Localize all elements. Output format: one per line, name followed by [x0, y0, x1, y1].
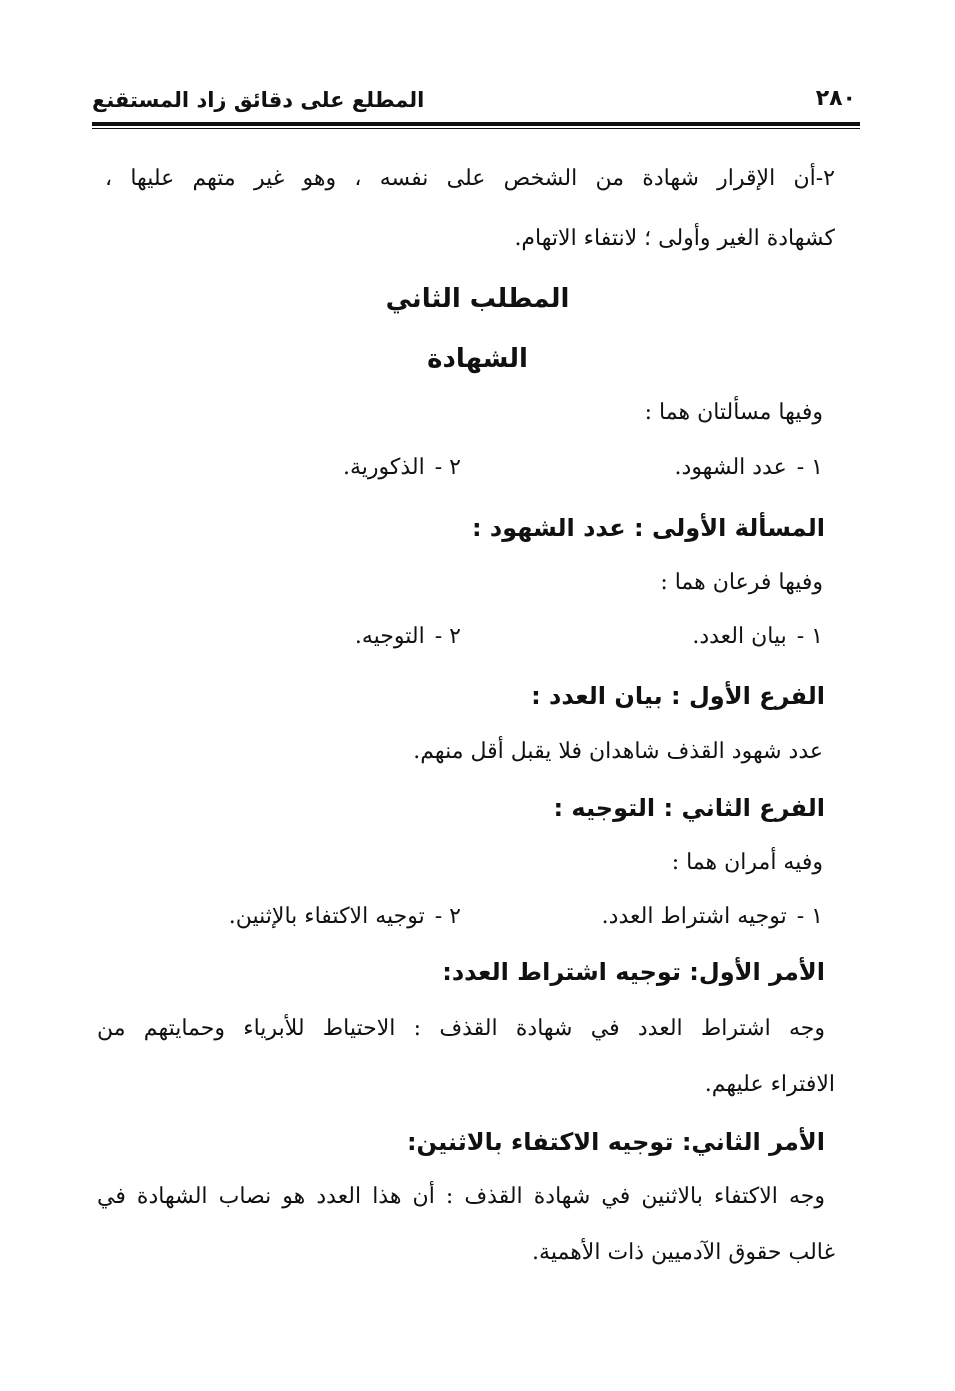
matter1-line-2: الافتراء عليهم.: [704, 1072, 835, 1097]
branch2-intro: وفيه أمران هما :: [671, 850, 823, 875]
branch1-text: عدد شهود القذف شاهدان فلا يقبل أقل منهم.: [413, 739, 823, 764]
issue1-heading: المسألة الأولى : عدد الشهود :: [471, 514, 825, 542]
issue1-item-2-num: ٢ -: [434, 624, 461, 649]
issue1-item-1-num: ١ -: [796, 624, 823, 649]
branch2-item-2-text: توجيه الاكتفاء بالإثنين.: [228, 904, 425, 929]
section-item-1: [675, 453, 823, 483]
section-item-2: [343, 453, 461, 483]
intro-line-1: ٢-أن الإقرار شهادة من الشخص على نفسه ، وهو غير متهم عليها ،: [105, 166, 835, 191]
section-item-2-text: الذكورية.: [342, 455, 425, 480]
issue1-item-2: [355, 622, 461, 652]
section-item-1-text: عدد الشهود.: [674, 455, 787, 480]
branch2-item-1-num: ١ -: [796, 904, 823, 929]
header-title: المطلع على دقائق زاد المستقنع: [92, 88, 425, 112]
branch2-item-2: [229, 902, 461, 932]
branch2-item-1: [602, 902, 823, 932]
section-item-2-num: ٢ -: [434, 455, 461, 480]
running-header: [92, 86, 860, 122]
issue1-item-1-text: بيان العدد.: [692, 624, 787, 649]
branch2-item-1-text: توجيه اشتراط العدد.: [601, 904, 787, 929]
branch2-heading: الفرع الثاني : التوجيه :: [553, 794, 825, 822]
branch2-item-2-num: ٢ -: [434, 904, 461, 929]
section-title: المطلب الثاني: [385, 284, 570, 314]
matter2-heading: الأمر الثاني: توجيه الاكتفاء بالاثنين:: [406, 1128, 825, 1156]
section-item-1-num: ١ -: [796, 455, 823, 480]
matter1-line-1: وجه اشتراط العدد في شهادة القذف : الاحتياط للأبرياء وحمايتهم من: [97, 1016, 825, 1041]
intro-line-2: كشهادة الغير وأولى ؛ لانتفاء الاتهام.: [514, 226, 835, 251]
matter1-heading: الأمر الأول: توجيه اشتراط العدد:: [442, 958, 825, 986]
issue1-intro: وفيها فرعان هما :: [660, 570, 823, 595]
section-subtitle: الشهادة: [427, 344, 528, 374]
header-rule-thin: [92, 128, 860, 129]
matter2-line-2: غالب حقوق الآدميين ذات الأهمية.: [532, 1240, 835, 1265]
page-number: ٢٨٠: [815, 86, 856, 111]
section-intro: وفيها مسألتان هما :: [644, 400, 823, 425]
issue1-item-1: [692, 622, 823, 652]
matter2-line-1: وجه الاكتفاء بالاثنين في شهادة القذف : أن هذا العدد هو نصاب الشهادة في: [97, 1184, 825, 1209]
header-rule-thick: [92, 122, 860, 126]
issue1-item-2-text: التوجيه.: [354, 624, 425, 649]
branch1-heading: الفرع الأول : بيان العدد :: [531, 682, 825, 710]
